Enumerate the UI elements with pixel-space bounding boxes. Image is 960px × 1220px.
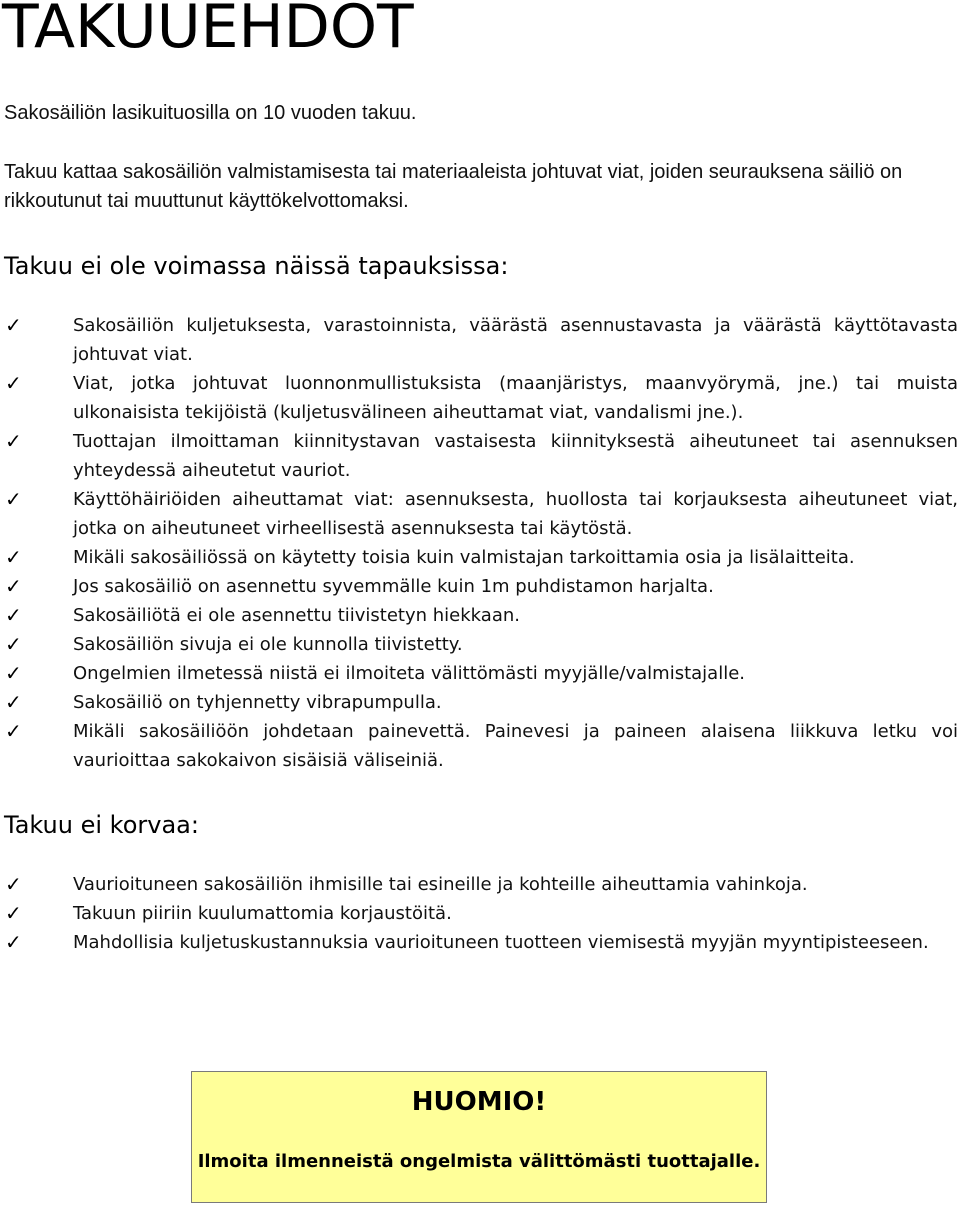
list-item: ✓ Sakosäiliön sivuja ei ole kunnolla tiivistetty.: [0, 630, 958, 659]
notice-box: [191, 1071, 767, 1203]
checkmark-icon: ✓: [5, 371, 22, 395]
list-item: ✓ Takuun piiriin kuulumattomia korjaustöitä.: [0, 899, 958, 928]
checkmark-icon: ✓: [5, 872, 22, 896]
not-valid-heading: Takuu ei ole voimassa näissä tapauksissa:: [4, 252, 509, 280]
checkmark-icon: ✓: [5, 429, 22, 453]
list-item: ✓ Sakosäiliön kuljetuksesta, varastoinnista, väärästä asennustavasta ja väärästä käyttötavasta johtuvat viat.: [5, 313, 958, 365]
list-item: ✓ Viat, jotka johtuvat luonnonmullistuksista (maanjäristys, maanvyörymä, jne.) tai muista ulkonaisista tekijöistä (kuljetusvälineen aiheuttamat viat, vandalismi jne.).: [5, 371, 958, 423]
list-item: ✓ Mahdollisia kuljetuskustannuksia vaurioituneen tuotteen viemisestä myyjän myyntipisteeseen.: [0, 928, 958, 957]
notice-text: Ilmoita ilmenneistä ongelmista välittömästi tuottajalle.: [197, 1151, 761, 1172]
list-item: ✓ Ongelmien ilmetessä niistä ei ilmoiteta välittömästi myyjälle/valmistajalle.: [0, 659, 958, 688]
list-item: ✓ Jos sakosäiliö on asennettu syvemmälle kuin 1m puhdistamon harjalta.: [0, 572, 958, 601]
list-item: ✓ Mikäli sakosäiliössä on käytetty toisia kuin valmistajan tarkoittamia osia ja lisälaitteita.: [0, 543, 958, 572]
list-item: ✓ Käyttöhäiriöiden aiheuttamat viat: asennuksesta, huollosta tai korjauksesta aiheutuneet viat, jotka on aiheutuneet virheellisestä asennuksesta tai käytöstä.: [5, 487, 958, 539]
checkmark-icon: ✓: [5, 603, 22, 627]
list-item: ✓ Mikäli sakosäiliöön johdetaan painevettä. Painevesi ja paineen alaisena liikkuva letku voi vaurioittaa sakokaivon sisäisiä väliseiniä.: [5, 719, 958, 771]
warranty-period-text: Sakosäiliön lasikuituosilla on 10 vuoden takuu.: [4, 102, 417, 124]
checkmark-icon: ✓: [5, 930, 22, 954]
warranty-coverage-text: Takuu kattaa sakosäiliön valmistamisesta tai materiaaleista johtuvat viat, joiden seurauksena säiliö on rikkoutunut tai muuttunut käyttökelvottomaksi.: [4, 161, 903, 212]
checkmark-icon: ✓: [5, 901, 22, 925]
checkmark-icon: ✓: [5, 545, 22, 569]
checkmark-icon: ✓: [5, 719, 22, 743]
list-item: ✓ Sakosäiliötä ei ole asennettu tiivistetyn hiekkaan.: [0, 601, 958, 630]
list-item: ✓ Sakosäiliö on tyhjennetty vibrapumpulla.: [0, 688, 958, 717]
checkmark-icon: ✓: [5, 574, 22, 598]
not-covered-heading: Takuu ei korvaa:: [4, 811, 199, 839]
checkmark-icon: ✓: [5, 632, 22, 656]
page-title: TAKUUEHDOT: [2, 0, 414, 62]
checkmark-icon: ✓: [5, 690, 22, 714]
list-item: ✓ Tuottajan ilmoittaman kiinnitystavan vastaisesta kiinnityksestä aiheutuneet tai asennuksen yhteydessä aiheutetut vauriot.: [5, 429, 958, 481]
notice-title: HUOMIO!: [411, 1087, 547, 1117]
checkmark-icon: ✓: [5, 487, 22, 511]
list-item: ✓ Vaurioituneen sakosäiliön ihmisille tai esineille ja kohteille aiheuttamia vahinkoja.: [0, 870, 958, 899]
checkmark-icon: ✓: [5, 661, 22, 685]
checkmark-icon: ✓: [5, 313, 22, 337]
not-covered-list: [0, 870, 958, 957]
not-valid-list: [0, 311, 958, 775]
